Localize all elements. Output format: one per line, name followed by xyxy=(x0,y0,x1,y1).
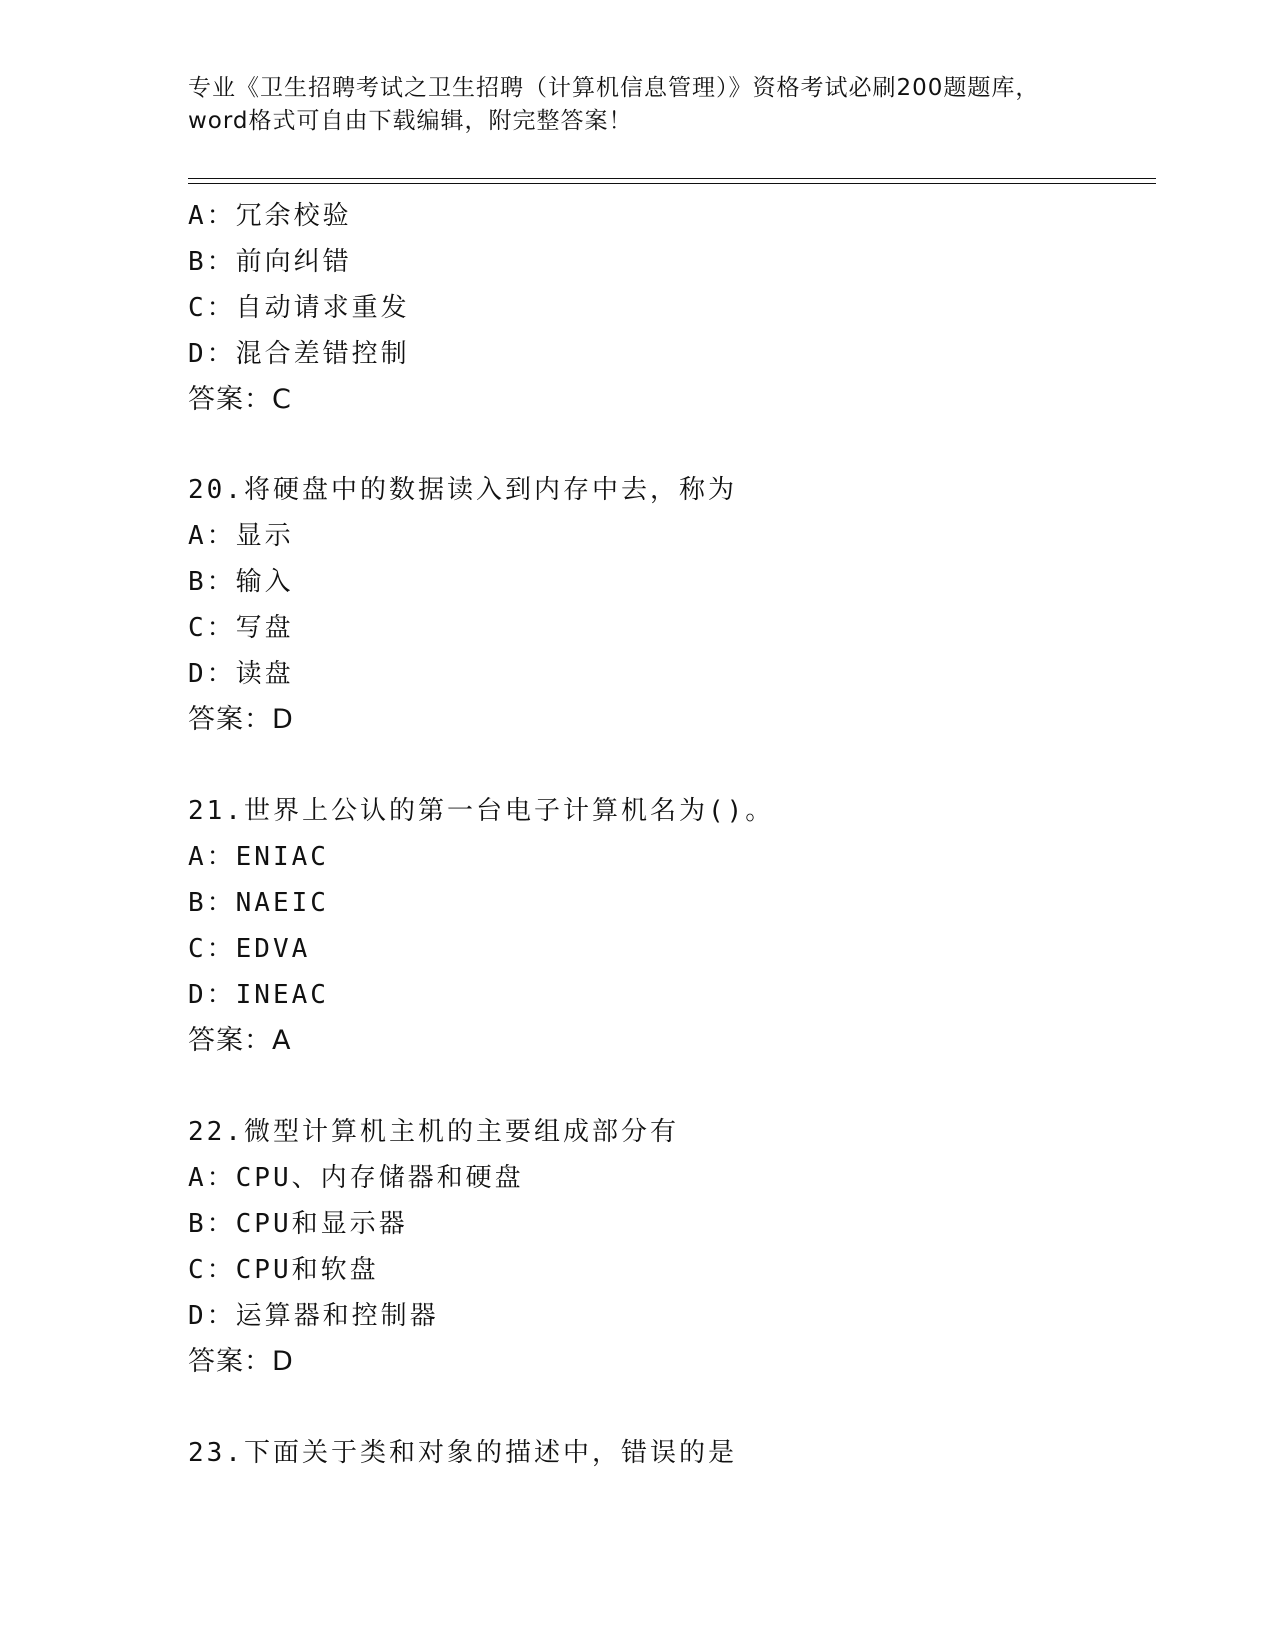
option-b: B：NAEIC xyxy=(188,888,329,918)
option-d: D：混合差错控制 xyxy=(188,339,410,369)
question-block-19 xyxy=(188,193,1148,423)
question-text: 21.世界上公认的第一台电子计算机名为()。 xyxy=(188,796,775,826)
option-d: D：运算器和控制器 xyxy=(188,1301,439,1331)
option-d: D：读盘 xyxy=(188,659,294,689)
option-a: A：显示 xyxy=(188,521,294,551)
option-d: D：INEAC xyxy=(188,980,329,1010)
answer-text: 答案：D xyxy=(188,1346,294,1377)
option-b: B：前向纠错 xyxy=(188,247,352,277)
question-text: 20.将硬盘中的数据读入到内存中去，称为 xyxy=(188,475,737,505)
answer-text: 答案：A xyxy=(188,1025,292,1056)
question-block-22 xyxy=(188,1109,1148,1385)
answer-text: 答案：D xyxy=(188,704,294,735)
question-block-21 xyxy=(188,788,1148,1064)
answer-text: 答案：C xyxy=(188,384,292,415)
document-header xyxy=(188,72,1108,138)
option-a: A：ENIAC xyxy=(188,842,329,872)
header-divider-bottom xyxy=(188,183,1156,184)
question-block-20 xyxy=(188,467,1148,743)
option-c: C：自动请求重发 xyxy=(188,293,410,323)
option-c: C：EDVA xyxy=(188,934,311,964)
option-b: B：输入 xyxy=(188,567,294,597)
question-text: 22.微型计算机主机的主要组成部分有 xyxy=(188,1117,679,1147)
question-list xyxy=(188,193,1148,1476)
option-a: A：冗余校验 xyxy=(188,201,352,231)
header-line-1: 专业《卫生招聘考试之卫生招聘（计算机信息管理）》资格考试必刷200题题库， xyxy=(188,75,1040,101)
option-b: B：CPU和显示器 xyxy=(188,1209,408,1239)
option-c: C：CPU和软盘 xyxy=(188,1255,379,1285)
header-line-2: word格式可自由下载编辑，附完整答案！ xyxy=(188,108,633,134)
option-a: A：CPU、内存储器和硬盘 xyxy=(188,1163,524,1193)
question-block-23 xyxy=(188,1430,1148,1476)
option-c: C：写盘 xyxy=(188,613,294,643)
header-divider-top xyxy=(188,178,1156,179)
question-text: 23.下面关于类和对象的描述中，错误的是 xyxy=(188,1438,737,1468)
